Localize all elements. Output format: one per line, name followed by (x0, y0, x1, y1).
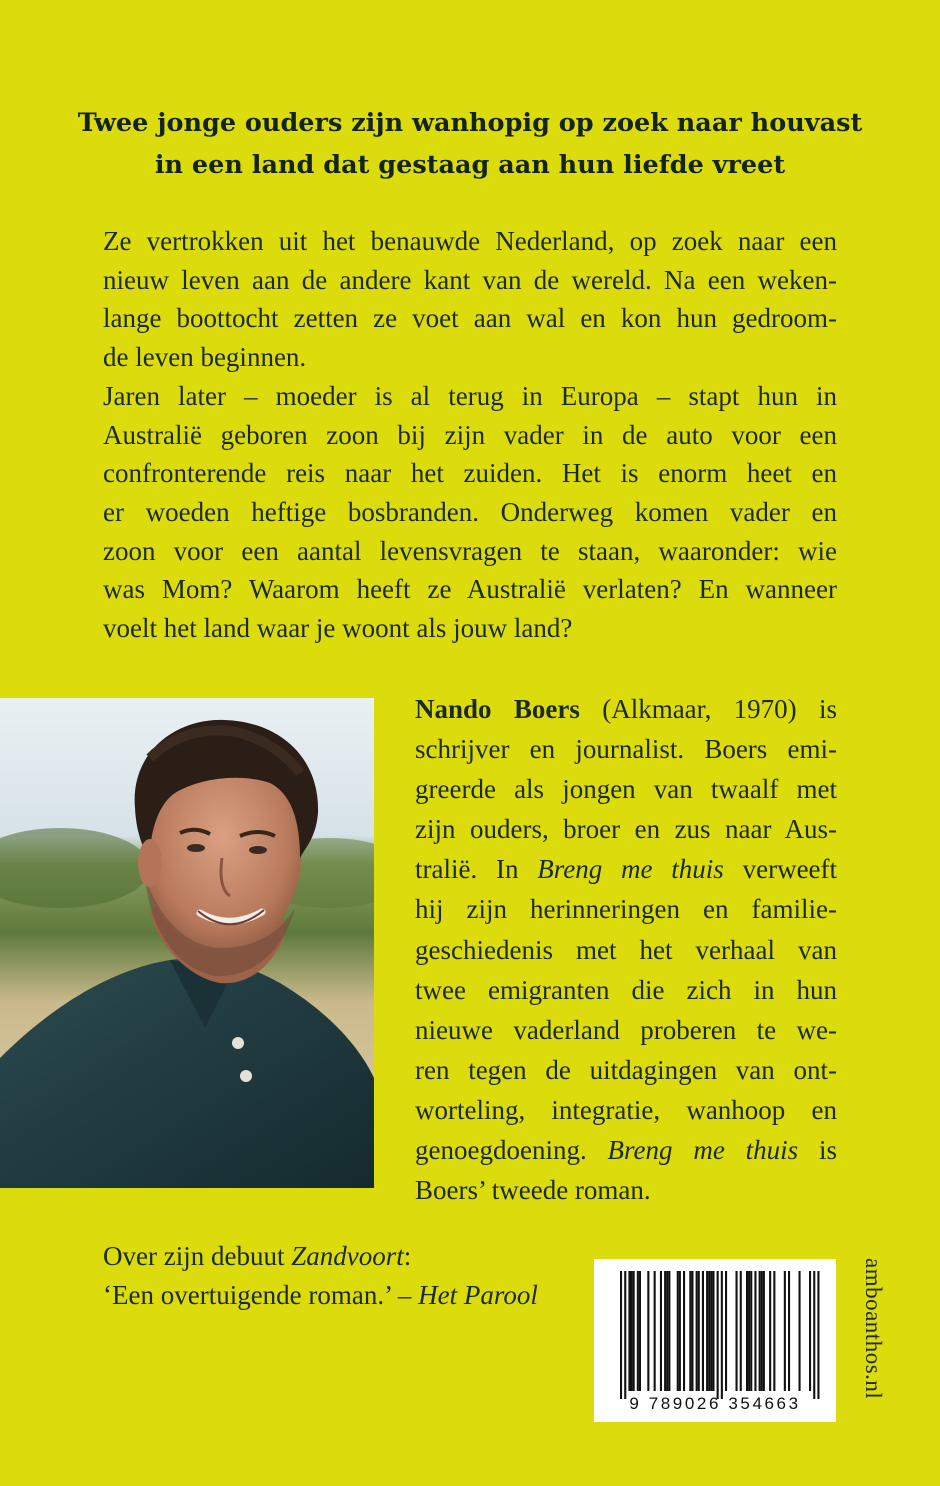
review-line (103, 1276, 583, 1315)
barcode-bar (721, 1271, 723, 1399)
debut-title: Zandvoort (291, 1241, 404, 1271)
barcode-bar (706, 1271, 708, 1391)
barcode-bar (759, 1271, 761, 1391)
blurb-line: voelt het land waar je woont als jouw land? (103, 613, 573, 644)
author-photo (0, 698, 374, 1188)
blurb-line: confronterende reis naar het zuiden. Het is enorm heet en (103, 458, 837, 489)
bio-line: ren tegen de uitdagingen van ont- (415, 1054, 837, 1085)
barcode-bar (813, 1271, 815, 1399)
author-portrait-illustration (0, 698, 374, 1188)
quote-text: ‘Een overtuigende roman.’ – (103, 1280, 412, 1310)
barcode-bar (637, 1271, 639, 1391)
bio-line (415, 1130, 837, 1170)
bio-text: tralië. (415, 854, 478, 885)
tagline-line-2: in een land dat gestaag aan hun liefde vreet (154, 150, 786, 180)
barcode-bar (736, 1271, 738, 1391)
barcode-bar (769, 1271, 771, 1391)
bio-text: In (496, 854, 519, 885)
blurb-line: zoon voor een aantal levensvragen te staan, waaronder: wie (103, 535, 837, 566)
blurb-line: was Mom? Waarom heeft ze Australië verlaten? En wanneer (103, 574, 837, 605)
bio-text: (Alkmaar, 1970) is (602, 694, 838, 724)
barcode-bar (666, 1271, 668, 1391)
barcode-bar (628, 1271, 630, 1391)
barcode-bar (763, 1271, 765, 1391)
publisher-website: amboanthos.nl (861, 1258, 886, 1400)
barcode-bar (799, 1271, 801, 1391)
bio-line: Boers’ tweede roman. (415, 1175, 651, 1206)
review-prefix: Over zijn debuut (103, 1241, 285, 1271)
blurb-line: er woeden heftige bosbranden. Onderweg komen vader en (103, 496, 837, 527)
barcode-bar (664, 1271, 666, 1391)
author-bio (415, 689, 837, 1210)
blurb-line: Australië geboren zoon bij zijn vader in de auto voor een (103, 419, 837, 450)
barcode-bar (708, 1271, 710, 1391)
barcode-bar (754, 1271, 756, 1391)
barcode-bar (712, 1271, 714, 1391)
barcode-bar (750, 1271, 752, 1391)
bio-line: nieuwe vaderland proberen te we- (415, 1014, 837, 1045)
barcode-bar (773, 1271, 775, 1391)
barcode-bar (639, 1271, 641, 1391)
bio-line: greerde als jongen van twaalf met (415, 774, 837, 805)
bio-text: verweeft (742, 854, 838, 885)
bio-line: hij zijn herinneringen en familie- (415, 894, 837, 925)
barcode-bar (679, 1271, 681, 1391)
bio-line: worteling, integratie, wanhoop en (415, 1094, 837, 1125)
barcode-bar (660, 1271, 662, 1391)
tagline (60, 102, 880, 186)
barcode-bar (746, 1271, 748, 1391)
back-cover-blurb (103, 222, 837, 648)
bio-line: schrijver en journalist. Boers emi- (415, 734, 837, 765)
barcode-bar (691, 1271, 693, 1391)
bio-text: genoegdoening. (415, 1135, 587, 1166)
blurb-line: Jaren later – moeder is al terug in Europa – stapt hun in (103, 380, 837, 411)
blurb-line: lange boottocht zetten ze voet aan wal en kon hun gedroom- (103, 303, 837, 334)
quote-source: Het Parool (418, 1280, 538, 1310)
bio-line: geschiedenis met het verhaal van (415, 934, 837, 965)
barcode-bar (748, 1271, 750, 1391)
barcode-bar (683, 1271, 685, 1391)
barcode-bar (788, 1271, 790, 1391)
blurb-line: nieuw leven aan de andere kant van de wereld. Na een weken- (103, 264, 837, 295)
barcode-bar (631, 1271, 633, 1391)
book-title: Breng me thuis (537, 854, 724, 885)
barcode-bar (710, 1271, 712, 1391)
review-colon: : (403, 1241, 412, 1271)
barcode-bar (696, 1271, 698, 1391)
barcode (594, 1259, 836, 1422)
book-title: Breng me thuis (607, 1135, 799, 1166)
barcode-bar (668, 1271, 670, 1391)
barcode-bar (624, 1271, 626, 1399)
barcode-bar (817, 1271, 819, 1399)
barcode-bar (725, 1271, 727, 1391)
bio-line: zijn ouders, broer en zus naar Aus- (415, 814, 837, 845)
review-quote (103, 1237, 583, 1315)
barcode-bar (761, 1271, 763, 1391)
barcode-bar (784, 1271, 786, 1391)
isbn-number: 9 789026 354663 (629, 1394, 801, 1413)
barcode-bar (698, 1271, 700, 1391)
review-line (103, 1237, 583, 1276)
barcode-bar (647, 1271, 649, 1391)
barcode-bar (677, 1271, 679, 1391)
barcode-bar (702, 1271, 704, 1391)
author-name: Nando Boers (415, 694, 580, 724)
barcode-bar (740, 1271, 742, 1391)
blurb-line: de leven beginnen. (103, 342, 307, 373)
bio-line (415, 689, 837, 729)
barcode-bar (620, 1271, 622, 1399)
bio-line (415, 849, 837, 889)
barcode-bar (689, 1271, 691, 1391)
bio-text: is (818, 1135, 837, 1166)
tagline-line-1: Twee jonge ouders zijn wanhopig op zoek naar houvast (77, 108, 863, 138)
barcode-bar (809, 1271, 811, 1391)
blurb-line: Ze vertrokken uit het benauwde Nederland, op zoek naar een (103, 226, 837, 256)
barcode-bar (654, 1271, 656, 1391)
barcode-bar (717, 1271, 719, 1399)
barcode-bar (633, 1271, 635, 1391)
bio-line: twee emigranten die zich in hun (415, 974, 837, 1005)
